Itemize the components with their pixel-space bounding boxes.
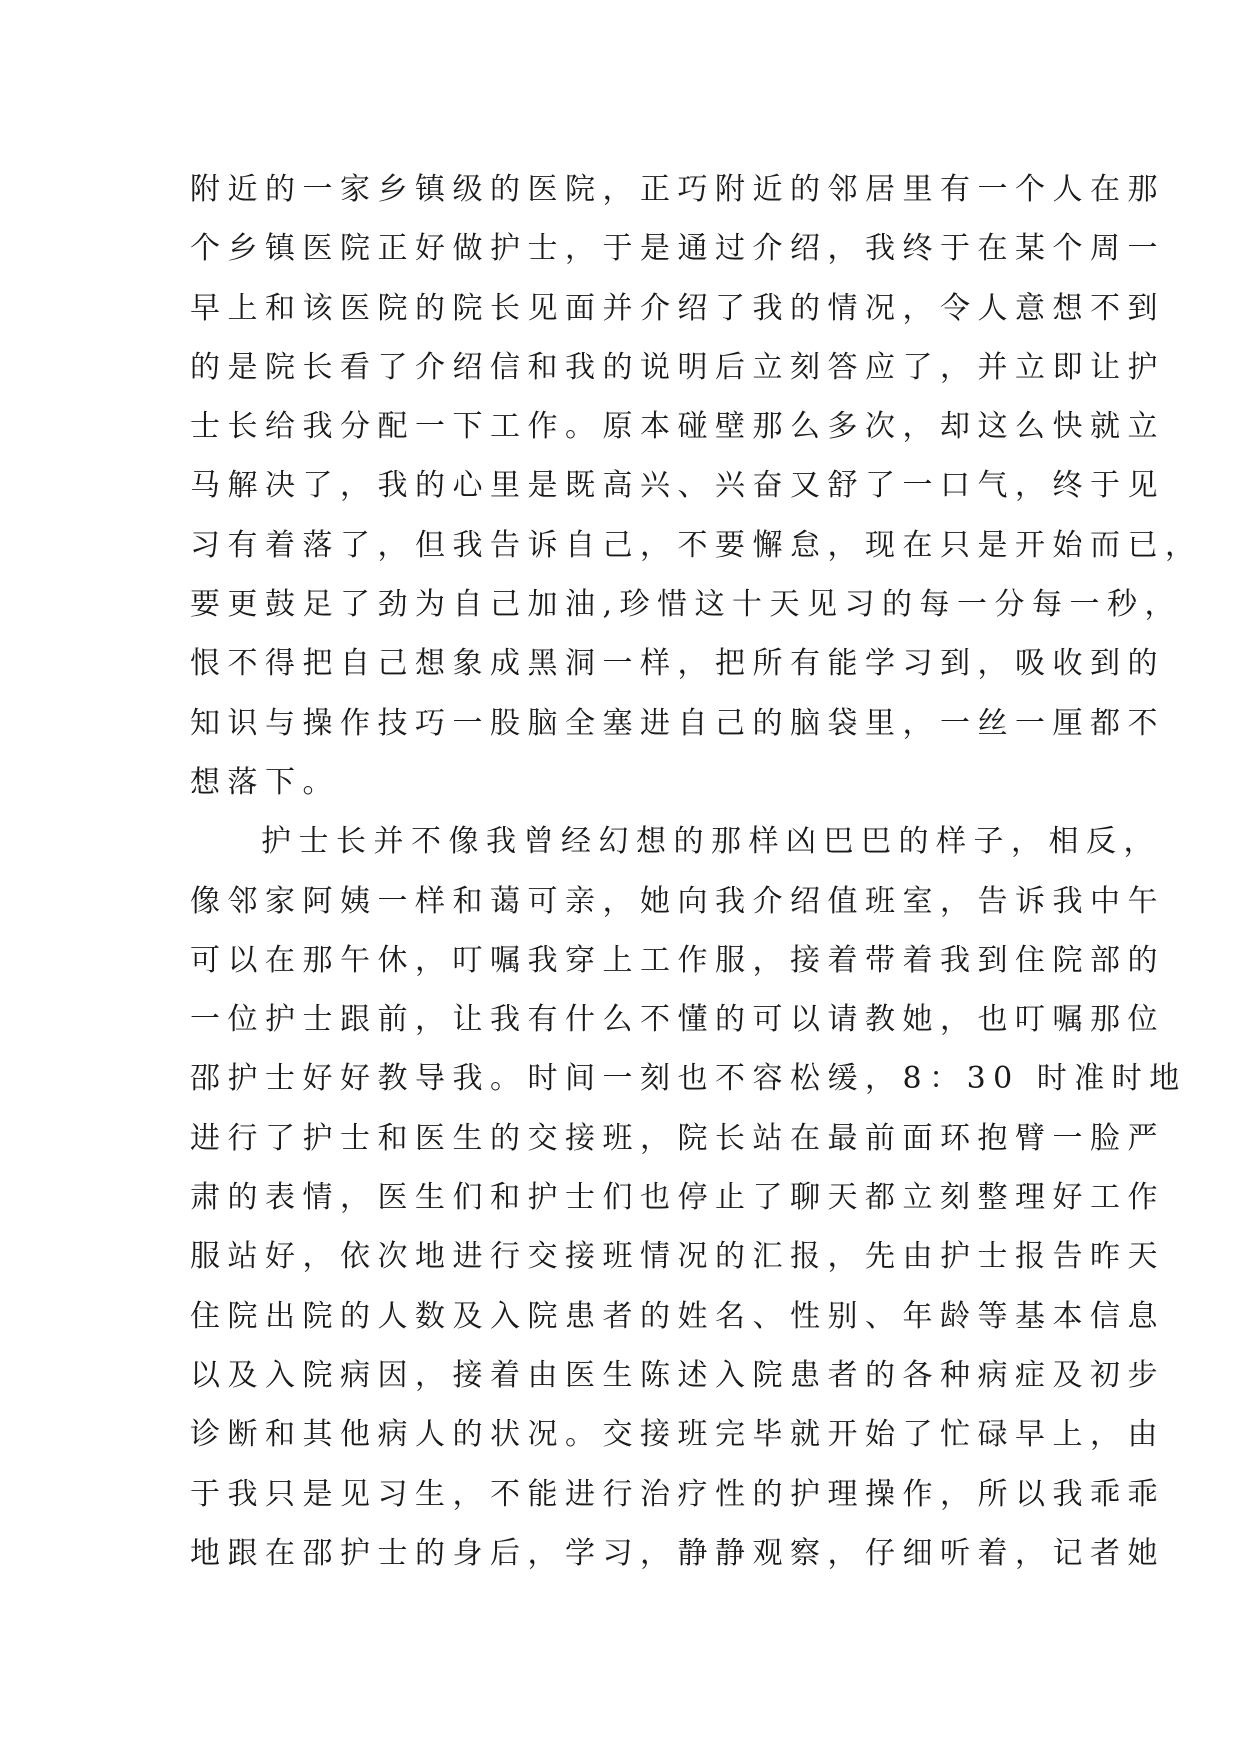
- text-line: 想落下。: [190, 764, 340, 800]
- paragraph: [190, 160, 1203, 812]
- text-line: 像邻家阿姨一样和蔼可亲，她向我介绍值班室，告诉我中午: [190, 883, 1165, 919]
- text-line: 邵护士好好教导我。时间一刻也不容松缓，8：30 时准时地: [190, 1061, 1187, 1097]
- text-line: 早上和该医院的院长见面并介绍了我的情况，令人意想不到: [190, 290, 1165, 326]
- text-line: 恨不得把自己想象成黑洞一样，把所有能学习到，吸收到的: [190, 646, 1165, 682]
- body-text: [190, 160, 1203, 1583]
- text-line: 诊断和其他病人的状况。交接班完毕就开始了忙碌早上，由: [190, 1417, 1165, 1453]
- text-line: 以及入院病因，接着由医生陈述入院患者的各种病症及初步: [190, 1357, 1165, 1393]
- text-line: 护士长并不像我曾经幻想的那样凶巴巴的样子，相反，: [261, 824, 1161, 860]
- text-line: 于我只是见习生，不能进行治疗性的护理操作，所以我乖乖: [190, 1476, 1165, 1512]
- text-line: 住院出院的人数及入院患者的姓名、性别、年龄等基本信息: [190, 1298, 1165, 1334]
- text-line: 要更鼓足了劲为自己加油,珍惜这十天见习的每一分每一秒，: [190, 587, 1183, 623]
- paragraph: [190, 812, 1187, 1583]
- text-line: 个乡镇医院正好做护士，于是通过介绍，我终于在某个周一: [190, 231, 1165, 267]
- text-line: 一位护士跟前，让我有什么不懂的可以请教她，也叮嘱那位: [190, 1002, 1165, 1038]
- text-line: 的是院长看了介绍信和我的说明后立刻答应了，并立即让护: [190, 349, 1165, 385]
- text-line: 服站好，依次地进行交接班情况的汇报，先由护士报告昨天: [190, 1239, 1165, 1275]
- text-line: 马解决了，我的心里是既高兴、兴奋又舒了一口气，终于见: [190, 468, 1165, 504]
- text-line: 士长给我分配一下工作。原本碰壁那么多次，却这么快就立: [190, 409, 1165, 445]
- text-line: 地跟在邵护士的身后，学习，静静观察，仔细听着，记者她: [190, 1535, 1165, 1571]
- text-line: 进行了护士和医生的交接班，院长站在最前面环抱臂一脸严: [190, 1120, 1165, 1156]
- text-line: 可以在那午休，叮嘱我穿上工作服，接着带着我到住院部的: [190, 942, 1165, 978]
- text-line: 附近的一家乡镇级的医院，正巧附近的邻居里有一个人在那: [190, 172, 1165, 207]
- text-line: 肃的表情，医生们和护士们也停止了聊天都立刻整理好工作: [190, 1180, 1165, 1216]
- text-line: 知识与操作技巧一股脑全塞进自己的脑袋里，一丝一厘都不: [190, 705, 1165, 741]
- text-line: 习有着落了，但我告诉自己，不要懈怠，现在只是开始而已，: [190, 527, 1203, 563]
